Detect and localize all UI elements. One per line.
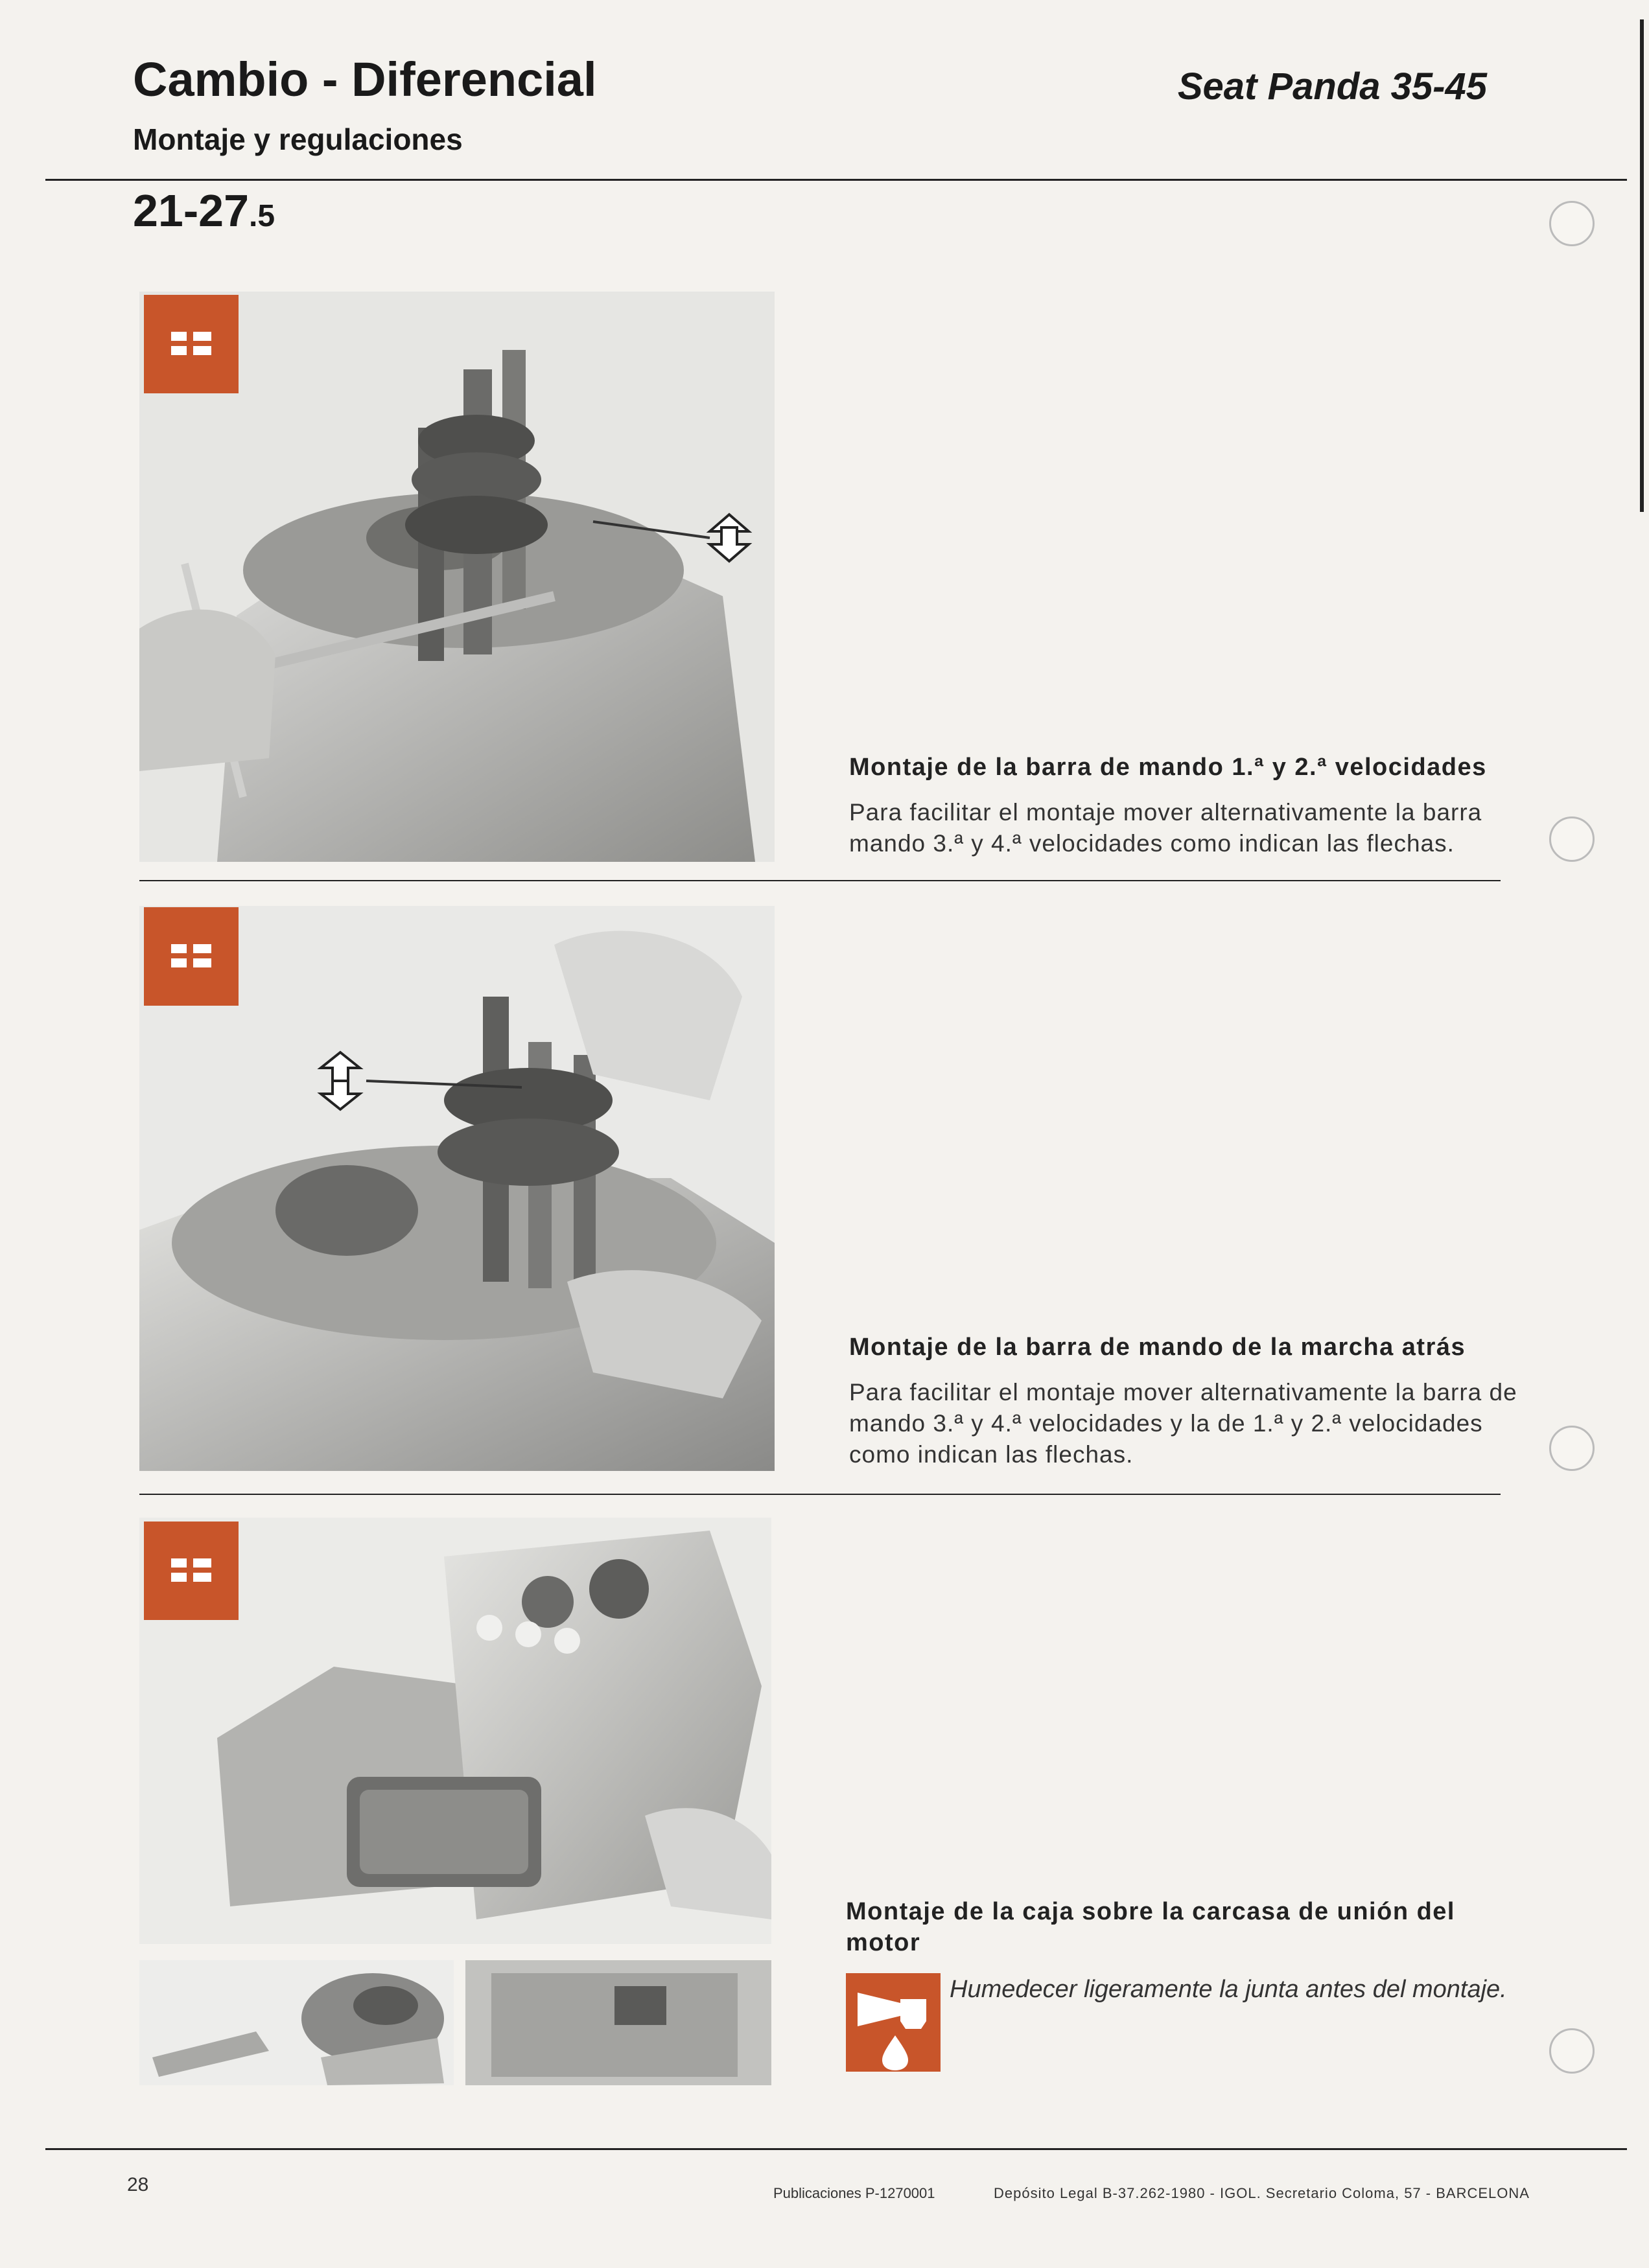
document-subtitle: Montaje y regulaciones xyxy=(133,122,463,156)
section-main: 21-27 xyxy=(133,185,250,236)
binder-hole xyxy=(1549,816,1595,862)
tool-grid-icon xyxy=(144,1522,239,1620)
footer-rule xyxy=(45,2148,1627,2150)
step-divider xyxy=(139,1494,1501,1495)
step-3-title: Montaje de la caja sobre la carcasa de unión del motor xyxy=(846,1898,1455,1956)
oil-drop-icon xyxy=(846,1973,941,2072)
step-1-body: Para facilitar el montaje mover alternativamente la barra mando 3.ª y 4.ª velocidades como indican las flechas. xyxy=(849,799,1482,857)
detail-photo xyxy=(465,1960,771,2085)
page-number: 28 xyxy=(127,2174,149,2195)
step-1-title: Montaje de la barra de mando 1.ª y 2.ª velocidades xyxy=(849,754,1487,781)
vehicle-model: Seat Panda 35-45 xyxy=(1177,65,1487,108)
step-2-body: Para facilitar el montaje mover alternativamente la barra de mando 3.ª y 4.ª velocidades y la de 1.ª y 2.ª velocidades como indican las flechas. xyxy=(849,1379,1517,1468)
binder-hole xyxy=(1549,201,1595,246)
page-edge xyxy=(1640,19,1644,512)
section-sub: .5 xyxy=(249,199,275,233)
section-number xyxy=(133,185,275,237)
header-rule xyxy=(45,179,1627,181)
binder-hole xyxy=(1549,1426,1595,1471)
step-divider xyxy=(139,880,1501,881)
legal-deposit: Depósito Legal B-37.262-1980 - IGOL. Secretario Coloma, 57 - BARCELONA xyxy=(994,2185,1530,2201)
tool-grid-icon xyxy=(144,907,239,1006)
publication-ref: Publicaciones P-1270001 xyxy=(773,2185,935,2201)
step-2-title: Montaje de la barra de mando de la marcha atrás xyxy=(849,1334,1466,1361)
binder-hole xyxy=(1549,2028,1595,2074)
tool-grid-icon xyxy=(144,295,239,393)
step-3-note: Humedecer ligeramente la junta antes del montaje. xyxy=(950,1976,1507,2003)
detail-photo xyxy=(139,1960,454,2085)
document-title: Cambio - Diferencial xyxy=(133,52,597,106)
